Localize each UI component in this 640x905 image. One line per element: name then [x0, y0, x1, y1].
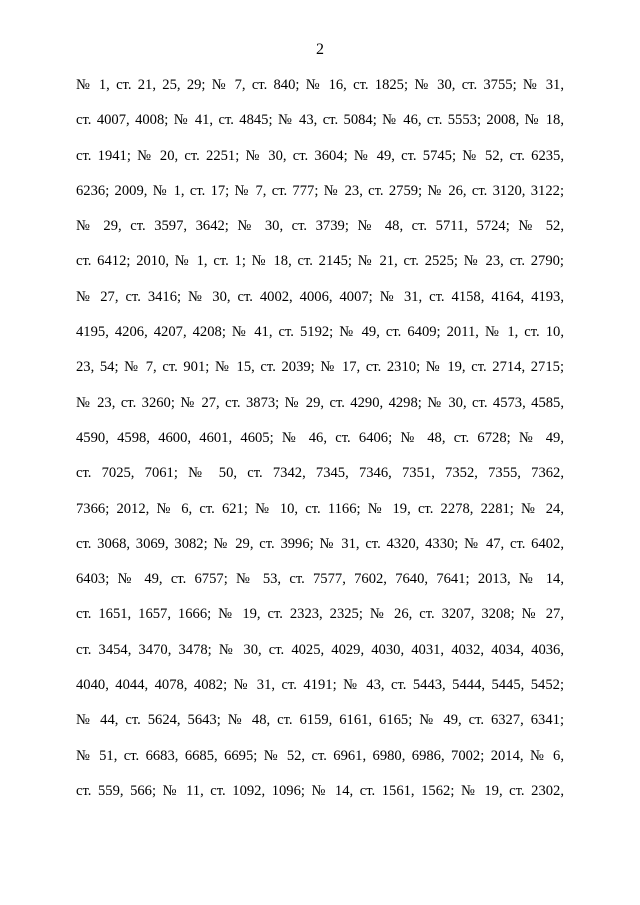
- text-line: 7366; 2012, № 6, ст. 621; № 10, ст. 1166; № 19, ст. 2278, 2281; № 24,: [76, 500, 564, 517]
- text-line: ст. 1651, 1657, 1666; № 19, ст. 2323, 2325; № 26, ст. 3207, 3208; № 27,: [76, 606, 564, 623]
- text-line: 6403; № 49, ст. 6757; № 53, ст. 7577, 7602, 7640, 7641; 2013, № 14,: [76, 571, 564, 588]
- text-line: № 1, ст. 21, 25, 29; № 7, ст. 840; № 16, ст. 1825; № 30, ст. 3755; № 31,: [76, 77, 564, 93]
- text-line: ст. 7025, 7061; № 50, ст. 7342, 7345, 7346, 7351, 7352, 7355, 7362,: [76, 465, 564, 482]
- text-line: № 29, ст. 3597, 3642; № 30, ст. 3739; № 48, ст. 5711, 5724; № 52,: [76, 218, 564, 235]
- text-line: ст. 6412; 2010, № 1, ст. 1; № 18, ст. 2145; № 21, ст. 2525; № 23, ст. 2790;: [76, 253, 564, 270]
- text-line: ст. 1941; № 20, ст. 2251; № 30, ст. 3604; № 49, ст. 5745; № 52, ст. 6235,: [76, 147, 564, 164]
- text-line: ст. 3068, 3069, 3082; № 29, ст. 3996; № 31, ст. 4320, 4330; № 47, ст. 6402,: [76, 535, 564, 552]
- text-line: 4195, 4206, 4207, 4208; № 41, ст. 5192; № 49, ст. 6409; 2011, № 1, ст. 10,: [76, 324, 564, 341]
- text-line: № 51, ст. 6683, 6685, 6695; № 52, ст. 6961, 6980, 6986, 7002; 2014, № 6,: [76, 747, 564, 764]
- text-line: 4040, 4044, 4078, 4082; № 31, ст. 4191; № 43, ст. 5443, 5444, 5445, 5452;: [76, 677, 564, 694]
- text-line: 23, 54; № 7, ст. 901; № 15, ст. 2039; № 17, ст. 2310; № 19, ст. 2714, 2715;: [76, 359, 564, 376]
- text-line: ст. 3454, 3470, 3478; № 30, ст. 4025, 4029, 4030, 4031, 4032, 4034, 4036,: [76, 641, 564, 658]
- text-line: ст. 559, 566; № 11, ст. 1092, 1096; № 14, ст. 1561, 1562; № 19, ст. 2302,: [76, 782, 564, 799]
- text-line: № 44, ст. 5624, 5643; № 48, ст. 6159, 6161, 6165; № 49, ст. 6327, 6341;: [76, 712, 564, 729]
- text-line: № 27, ст. 3416; № 30, ст. 4002, 4006, 4007; № 31, ст. 4158, 4164, 4193,: [76, 288, 564, 305]
- text-line: ст. 4007, 4008; № 41, ст. 4845; № 43, ст. 5084; № 46, ст. 5553; 2008, № 18,: [76, 112, 564, 129]
- text-line: 4590, 4598, 4600, 4601, 4605; № 46, ст. 6406; № 48, ст. 6728; № 49,: [76, 429, 564, 446]
- page-number: 2: [316, 41, 324, 58]
- text-line: 6236; 2009, № 1, ст. 17; № 7, ст. 777; № 23, ст. 2759; № 26, ст. 3120, 3122;: [76, 182, 564, 199]
- text-line: № 23, ст. 3260; № 27, ст. 3873; № 29, ст. 4290, 4298; № 30, ст. 4573, 4585,: [76, 394, 564, 411]
- body-text: [76, 68, 564, 809]
